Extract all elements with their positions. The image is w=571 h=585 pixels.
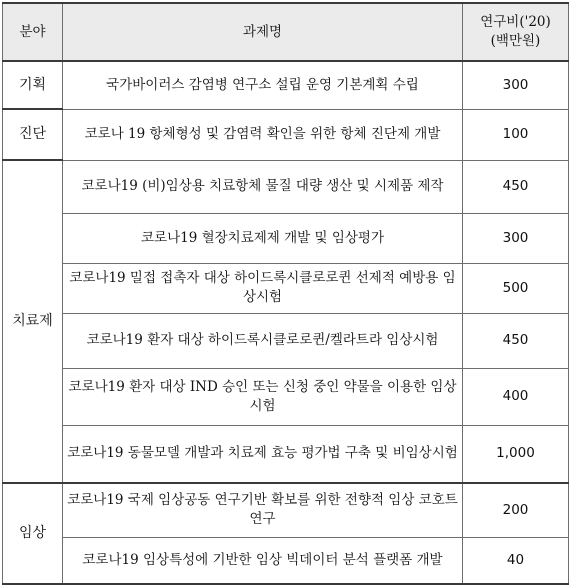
header-row xyxy=(3,3,569,61)
header-budget-line1: 연구비('20) xyxy=(480,14,551,30)
budget-cell: 40 xyxy=(463,537,569,584)
task-cell: 코로나19 동물모델 개발과 치료제 효능 평가법 구축 및 비임상시험 xyxy=(63,425,463,483)
table-row xyxy=(3,263,569,313)
budget-cell: 400 xyxy=(463,368,569,425)
field-cell-clinical: 임상 xyxy=(3,483,63,584)
task-cell: 코로나 19 항체형성 및 감염력 확인을 위한 항체 진단제 개발 xyxy=(63,109,463,160)
table-row xyxy=(3,160,569,213)
budget-cell: 300 xyxy=(463,213,569,263)
field-cell-planning: 기획 xyxy=(3,61,63,109)
task-cell: 국가바이러스 감염병 연구소 설립 운영 기본계획 수립 xyxy=(63,61,463,109)
header-budget-line2: (백만원) xyxy=(490,33,541,49)
table-row xyxy=(3,213,569,263)
budget-cell: 200 xyxy=(463,483,569,537)
task-cell: 코로나19 밀접 접촉자 대상 하이드록시클로로퀸 선제적 예방용 임상시험 xyxy=(63,263,463,313)
budget-cell: 100 xyxy=(463,109,569,160)
research-budget-table xyxy=(2,2,569,585)
task-cell: 코로나19 혈장치료제제 개발 및 임상평가 xyxy=(63,213,463,263)
budget-cell: 300 xyxy=(463,61,569,109)
task-cell: 코로나19 환자 대상 하이드록시클로로퀸/켈라트라 임상시험 xyxy=(63,313,463,368)
table-row xyxy=(3,537,569,584)
header-task: 과제명 xyxy=(63,3,463,61)
budget-cell: 450 xyxy=(463,160,569,213)
table-row xyxy=(3,425,569,483)
budget-cell: 500 xyxy=(463,263,569,313)
field-cell-diagnosis: 진단 xyxy=(3,109,63,160)
table-row xyxy=(3,109,569,160)
table-row xyxy=(3,313,569,368)
budget-cell: 450 xyxy=(463,313,569,368)
table-row xyxy=(3,61,569,109)
header-budget xyxy=(463,3,569,61)
task-cell: 코로나19 환자 대상 IND 승인 또는 신청 중인 약물을 이용한 임상시험 xyxy=(63,368,463,425)
table-row xyxy=(3,483,569,537)
field-cell-therapeutics: 치료제 xyxy=(3,160,63,483)
table-row xyxy=(3,368,569,425)
research-table-container xyxy=(2,2,569,585)
task-cell: 코로나19 국제 임상공동 연구기반 확보를 위한 전향적 임상 코호트 연구 xyxy=(63,483,463,537)
task-cell: 코로나19 임상특성에 기반한 임상 빅데이터 분석 플랫폼 개발 xyxy=(63,537,463,584)
budget-cell: 1,000 xyxy=(463,425,569,483)
task-cell: 코로나19 (비)임상용 치료항체 물질 대량 생산 및 시제품 제작 xyxy=(63,160,463,213)
header-field: 분야 xyxy=(3,3,63,61)
